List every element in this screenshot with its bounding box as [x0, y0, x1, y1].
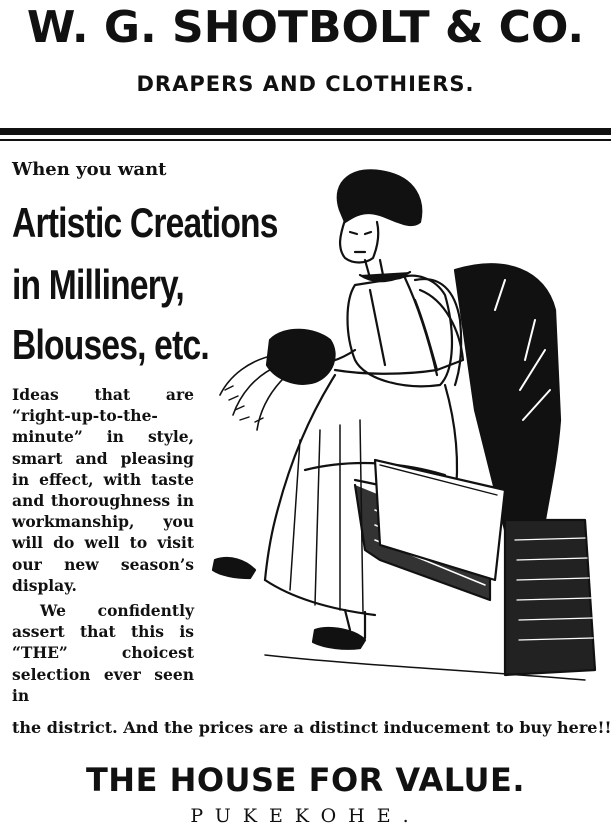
trade-description: DRAPERS AND CLOTHIERS. [136, 72, 475, 96]
body-paragraph-1: Ideas that are “right-up-to-the-minute” in style, smart and pleasing in effect, with taste and thoroughness in workmanship, you will do well to visit our new season’s display. [12, 385, 194, 595]
lead-text: When you want [12, 159, 167, 180]
headline-line-2: in Millinery, [12, 261, 184, 308]
headline-line-3: Blouses, etc. [12, 321, 209, 368]
closing-line: the district. And the prices are a distinct inducement to buy here!! [12, 718, 611, 737]
company-name: W. G. SHOTBOLT & CO. [26, 2, 585, 53]
body-copy [12, 384, 194, 706]
body-paragraph-2: We confidently assert that this is “THE” choicest selection ever seen in [12, 601, 194, 705]
place-name: PUKEKOHE. [190, 805, 421, 827]
divider-rule [0, 128, 611, 135]
divider-rule-thin [0, 139, 611, 141]
slogan: THE HOUSE FOR VALUE. [85, 761, 526, 799]
seated-woman-illustration [205, 160, 610, 715]
headline-line-1: Artistic Creations [12, 199, 278, 246]
